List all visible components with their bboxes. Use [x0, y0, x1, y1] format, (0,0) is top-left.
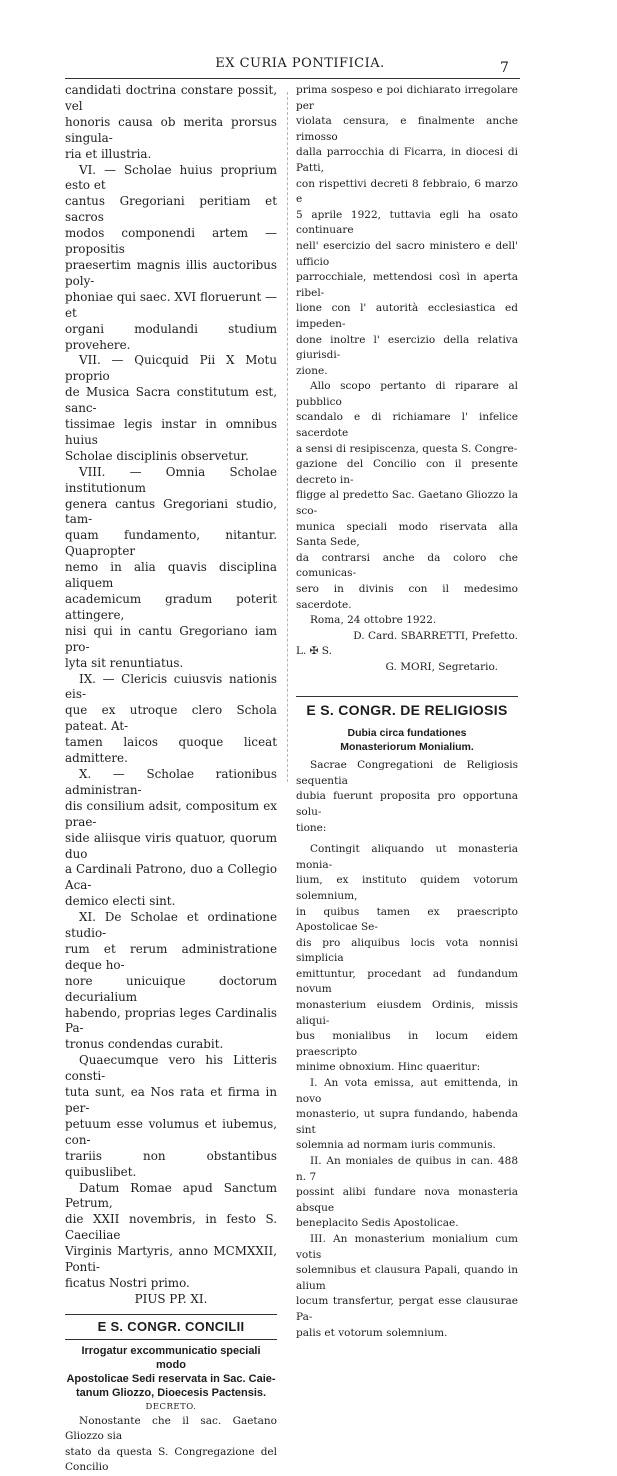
left-column [65, 83, 277, 1476]
dubia-subtitle [296, 726, 518, 754]
dubia-intro [296, 758, 518, 836]
line: scandalo e di richiamare l' infelice sacerdote [296, 411, 518, 440]
article-vii [65, 353, 277, 464]
line: ria et illustria. [65, 146, 152, 161]
line: demico electi sint. [65, 894, 176, 909]
section-title-religiosis: E S. CONGR. DE RELIGIOSIS [306, 701, 508, 718]
column-divider [287, 92, 288, 782]
line: con rispettivi decreti 8 febbraio, 6 marzo e [296, 177, 518, 206]
article-x [65, 767, 277, 910]
datum-romae [65, 1181, 277, 1292]
section-rule-top [65, 1314, 277, 1315]
line: Irrogatur excommunicatio speciali modo [81, 1344, 261, 1371]
line: tanum Gliozzo, Dioecesis Pactensis. [75, 1386, 267, 1399]
line: IX. — Clericis cuiusvis nationis eis- [65, 671, 277, 702]
decree-paragraph-2 [296, 379, 518, 613]
line: Monasteriorum Monialium. [340, 741, 474, 754]
line: Virginis Martyris, anno MCMXXII, Ponti- [65, 1244, 277, 1275]
decree-date: Roma, 24 ottobre 1922. [310, 614, 437, 627]
line: Scholae disciplinis observetur. [65, 448, 249, 463]
line: modos componendi artem — propositis [65, 226, 277, 257]
header-rule [65, 78, 520, 79]
line: in quibus tamen ex praescripto Apostolicae Se- [296, 905, 518, 934]
line: VII. — Quicquid Pii X Motu proprio [65, 353, 277, 384]
line: tissimae legis instar in omnibus huius [65, 417, 277, 447]
line: Quaecumque vero his Litteris consti- [65, 1053, 277, 1084]
line: praesertim magnis illis auctoribus poly- [65, 257, 277, 288]
seal-line: L. ✠ S. [296, 645, 332, 658]
line: side aliisque viris quatuor, quorum duo [65, 830, 277, 861]
section-rule-top-right [296, 696, 518, 697]
line: tuta sunt, ea Nos rata et firma in per- [65, 1085, 277, 1115]
question-ii [296, 1154, 518, 1232]
line: tione: [296, 821, 327, 834]
line: cantus Gregoriani peritiam et sacros [65, 194, 277, 225]
line: possint alibi fundare nova monasteria absque [296, 1186, 518, 1214]
section-rule-bottom [65, 1339, 277, 1340]
line: palis et votorum solemnium. [296, 1326, 448, 1339]
decree-paragraph-1 [296, 83, 518, 379]
decretum-label: DECRETO. [145, 1401, 197, 1412]
line: beneplacito Sedis Apostolicae. [296, 1217, 459, 1230]
line: stato da questa S. Congregazione del Concilio [65, 1445, 277, 1474]
line: locum transfertur, pergat esse clausurae Pa- [296, 1295, 518, 1323]
line: solemnibus et clausura Papali, quando in alium [296, 1264, 518, 1292]
line: X. — Scholae rationibus administran- [65, 766, 277, 797]
line: munica speciali modo riservata alla Santa Sede, [296, 520, 518, 549]
line: II. An moniales de quibus in can. 488 n. 7 [296, 1155, 518, 1183]
line: lium, ex instituto quidem votorum solemnium, [296, 874, 518, 902]
page-header [0, 0, 617, 80]
decree-opening [65, 1414, 277, 1476]
line: trariis non obstantibus quibuslibet. [65, 1148, 277, 1179]
article-viii [65, 465, 277, 672]
line: a sensi di resipiscenza, questa S. Congre- [296, 442, 518, 455]
secretary-signature: G. MORI, Segretario. [385, 660, 498, 673]
line: XI. De Scholae et ordinatione studio- [65, 910, 277, 941]
line: quam fundamento, nitantur. Quapropter [65, 528, 277, 559]
line: rum et rerum administratione deque ho- [65, 941, 277, 972]
line: prima sospeso e poi dichiarato irregolare per [296, 84, 518, 112]
line: gazione del Concilio con il presente decreto in- [296, 458, 518, 486]
line: 5 aprile 1922, tuttavia egli ha osato continuare [296, 208, 518, 237]
line: organi modulandi studium provehere. [65, 321, 277, 352]
line: lyta sit renuntiatus. [65, 655, 184, 670]
line: genera cantus Gregoriani studio, tam- [65, 496, 277, 527]
line: nemo in alia quavis disciplina aliquem [65, 560, 277, 591]
line: sero in divinis con il medesimo sacerdote. [296, 583, 518, 611]
line: fligge al predetto Sac. Gaetano Gliozzo la sco- [296, 489, 518, 518]
line: Dubia circa fundationes [347, 727, 467, 740]
line: da contrarsi anche da coloro che comunicas- [296, 551, 518, 580]
line: solemnia ad normam iuris communis. [296, 1139, 496, 1152]
line: VIII. — Omnia Scholae institutionum [65, 464, 277, 495]
line: academicum gradum poterit attingere, [65, 592, 277, 622]
line: I. An vota emissa, aut emittenda, in novo [296, 1077, 518, 1105]
article-vi [65, 163, 277, 354]
line: monasterium eiusdem Ordinis, missis aliqui- [296, 999, 518, 1027]
line: dubia fuerunt proposita pro opportuna solu- [296, 790, 518, 818]
line: done inoltre l' esercizio della relativa giurisdi- [296, 333, 518, 362]
pope-signature: PIUS PP. XI. [134, 1291, 208, 1306]
page-number: 7 [500, 60, 509, 76]
line: nisi qui in cantu Gregoriano iam pro- [65, 623, 277, 654]
line: parrocchiale, mettendosi così in aperta ribel- [296, 271, 518, 299]
closing-clause [65, 1053, 277, 1180]
line: monasterio, ut supra fundando, habenda sint [296, 1108, 518, 1136]
line: Datum Romae apud Sanctum Petrum, [65, 1180, 277, 1211]
line: Contingit aliquando ut monasteria monia- [296, 843, 518, 871]
dubia-body [296, 842, 518, 1076]
line: Sacrae Congregationi de Religiosis sequentia [296, 759, 518, 787]
line: III. An monasterium monialium cum votis [296, 1232, 518, 1261]
right-column [296, 83, 518, 1341]
line: VI. — Scholae huius proprium esto et [65, 162, 277, 193]
line: Apostolicae Sedi reservata in Sac. Caie- [66, 1372, 276, 1385]
article-xi [65, 910, 277, 1053]
line: a Cardinali Patrono, duo a Collegio Aca- [65, 862, 277, 893]
opening-paragraph [65, 83, 277, 163]
line: candidati doctrina constare possit, vel [65, 83, 277, 113]
line: dalla parrocchia di Ficarra, in diocesi di Patti, [296, 146, 518, 174]
line: habendo, proprias leges Cardinalis Pa- [65, 1005, 277, 1036]
line: tronus condendas curabit. [65, 1037, 224, 1052]
line: que ex utroque clero Schola pateat. At- [65, 703, 277, 734]
line: dis pro aliquibus locis vota nonnisi simplicia [296, 936, 518, 965]
line: violata censura, e finalmente anche rimosso [296, 115, 518, 143]
line: lione con l' autorità ecclesiastica ed impeden- [296, 302, 518, 330]
line: nell' esercizio del sacro ministero e dell' ufficio [296, 239, 518, 268]
line: nore unicuique doctorum decurialium [65, 973, 277, 1004]
article-ix [65, 672, 277, 767]
line: tamen laicos quoque liceat admittere. [65, 735, 277, 766]
decree-subtitle [65, 1344, 277, 1400]
line: emittuntur, procedant ad fundandum novum [296, 967, 518, 996]
line: dis consilium adsit, compositum ex prae- [65, 798, 277, 829]
line: ficatus Nostri primo. [65, 1275, 190, 1290]
line: phoniae qui saec. XVI floruerunt — et [65, 289, 277, 320]
question-i [296, 1076, 518, 1154]
line: zione. [296, 364, 328, 377]
running-title: EX CURIA PONTIFICIA. [215, 56, 385, 71]
line: minime obnoxium. Hinc quaeritur: [296, 1061, 481, 1074]
line: bus monialibus in locum eidem praescripto [296, 1030, 518, 1058]
question-iii [296, 1232, 518, 1341]
section-title-concilii: E S. CONGR. CONCILII [97, 1318, 245, 1334]
line: die XXII novembris, in festo S. Caeciliae [65, 1212, 277, 1243]
line: de Musica Sacra constitutum est, sanc- [65, 385, 277, 416]
line: Allo scopo pertanto di riparare al pubblico [296, 380, 518, 408]
line: petuum esse volumus et iubemus, con- [65, 1116, 277, 1147]
prefect-signature: D. Card. SBARRETTI, Prefetto. [353, 629, 518, 642]
line: honoris causa ob merita prorsus singula- [65, 114, 277, 145]
line: Nonostante che il sac. Gaetano Gliozzo sia [65, 1414, 277, 1443]
